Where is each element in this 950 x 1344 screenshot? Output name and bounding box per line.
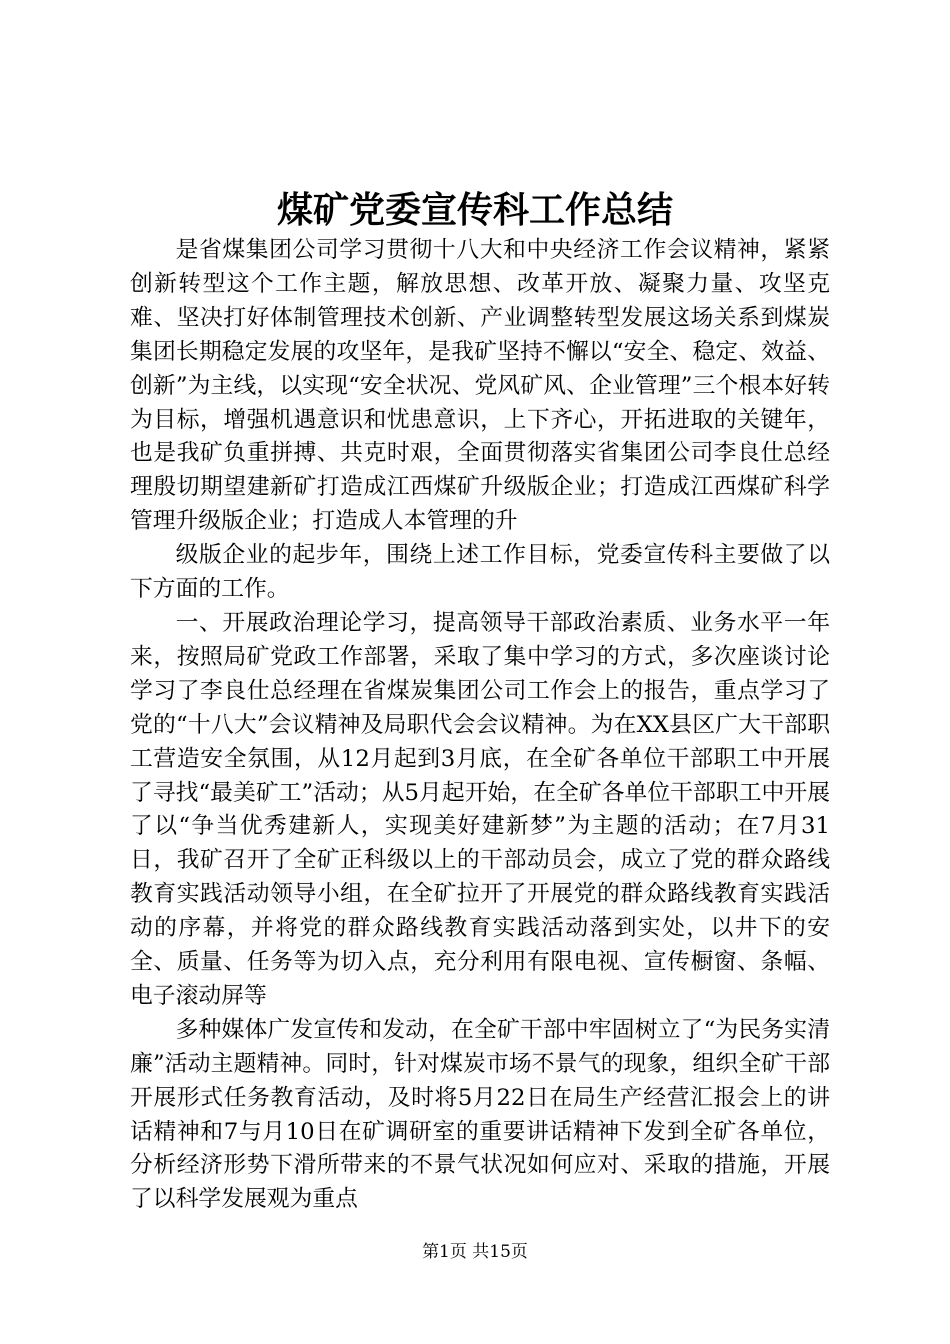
page-number-footer: 第1页 共15页	[422, 1242, 528, 1262]
paragraph-1: 是省煤集团公司学习贯彻十八大和中央经济工作会议精神，紧紧创新转型这个工作主题，解放思想、改革开放、凝聚力量、攻坚克难、坚决打好体制管理技术创新、产业调整转型发展这场关系到煤炭集团长期稳定发展的攻坚年，是我矿坚持不懈以“安全、稳定、效益、创新”为主线，以实现“安全状况、党风矿风、企业管理”三个根本好转为目标，增强机遇意识和忧患意识，上下齐心，开拓进取的关键年，也是我矿负重拼搏、共克时艰，全面贯彻落实省集团公司李良仕总经理殷切期望建新矿打造成江西煤矿升级版企业；打造成江西煤矿科学管理升级版企业；打造成人本管理的升	[130, 237, 830, 535]
document-title: 煤矿党委宣传科工作总结	[276, 189, 673, 231]
paragraph-2: 级版企业的起步年，围绕上述工作目标，党委宣传科主要做了以下方面的工作。	[130, 542, 830, 603]
paragraph-4: 多种媒体广发宣传和发动，在全矿干部中牢固树立了“为民务实清廉”活动主题精神。同时，针对煤炭市场不景气的现象，组织全矿干部开展形式任务教育活动，及时将5月22日在局生产经营汇报会上的讲话精神和7与月10日在矿调研室的重要讲话精神下发到全矿各单位，分析经济形势下滑所带来的不景气状况如何应对、采取的措施，开展了以科学发展观为重点	[130, 1016, 830, 1213]
paragraph-3: 一、开展政治理论学习，提高领导干部政治素质、业务水平一年来，按照局矿党政工作部署，采取了集中学习的方式，多次座谈讨论学习了李良仕总经理在省煤炭集团公司工作会上的报告，重点学习了党的“十八大”会议精神及局职代会会议精神。为在XX县区广大干部职工营造安全氛围，从12月起到3月底，在全矿各单位干部职工中开展了寻找“最美矿工”活动；从5月起开始，在全矿各单位干部职工中开展了以“争当优秀建新人，实现美好建新梦”为主题的活动；在7月31日，我矿召开了全矿正科级以上的干部动员会，成立了党的群众路线教育实践活动领导小组，在全矿拉开了开展党的群众路线教育实践活动的序幕，并将党的群众路线教育实践活动落到实处，以井下的安全、质量、任务等为切入点，充分利用有限电视、宣传橱窗、条幅、电子滚动屏等	[130, 609, 830, 1009]
document-body	[130, 234, 830, 1217]
